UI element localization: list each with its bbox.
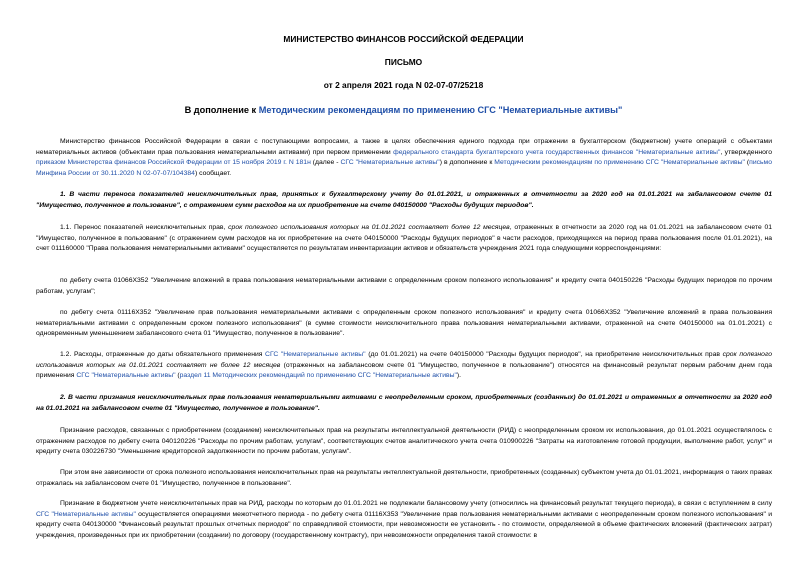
section-1-heading: 1. В части переноса показателей неисключительных прав, принятых к бухгалтерскому учету до 01.01.2021, и отраженных в отчетности за 2020 год на 01.01.2021 на забалансовом счете 01 "Имущество, полученное в пользование", с отражением сумм расходов на их приобретение на счете 040150000 "Расходы будущих периодов". bbox=[36, 191, 772, 209]
document-type: ПИСЬМО bbox=[384, 57, 423, 67]
p12-text: (до 01.01.2021) на счете 040150000 "Расходы будущих периодов", на приобретение неисключительных прав bbox=[365, 351, 723, 358]
entry-2: по дебету счета 01116Х352 "Увеличение прав пользования нематериальными активами с определенным сроком полезного использования" и кредиту счета 01066Х352 "Увеличение вложений в права пользования нематериальными активами с определенным сроком полезного использования" (в сумме стоимости неисключительного права пользования нематериальными активами, отраженной на счете 040150000 на 01.01.2021) с одновременным уменьшением забалансового счета 01 "Имущество, полученное в пользование". bbox=[36, 309, 772, 338]
p12-text: 1.2. Расходы, отраженные до даты обязательного применения bbox=[60, 351, 266, 358]
p11-text: 1.1. Перенос показателей неисключительных прав, bbox=[60, 224, 229, 231]
link-sgs-nma[interactable]: СГС "Нематериальные активы" bbox=[265, 351, 366, 358]
subtitle-prefix: В дополнение к bbox=[184, 105, 259, 115]
document-subtitle bbox=[0, 105, 807, 115]
paragraph-1-2 bbox=[36, 350, 772, 382]
link-federal-standard[interactable]: федерального стандарта бухгалтерского учета государственных финансов "Нематериальные активы" bbox=[393, 148, 721, 156]
ministry-heading: МИНИСТЕРСТВО ФИНАНСОВ РОССИЙСКОЙ ФЕДЕРАЦИИ bbox=[283, 34, 524, 44]
link-method-recommendations[interactable]: Методическим рекомендациям по применению СГС "Нематериальные активы" bbox=[494, 159, 745, 167]
link-minfin-letter[interactable]: письмо Минфина России от 30.11.2020 N 02-07-07/104384 bbox=[36, 159, 773, 177]
intro-text: (далее - bbox=[310, 159, 341, 167]
section-2-heading: 2. В части признания неисключительных прав пользования нематериальными активами с неопределенным сроком, приобретенных (созданных) до 01.01.2021 и отраженных в отчетности за 2020 год на 01.01.2021 на забалансовом счете 01 "Имущество, полученное в пользование". bbox=[36, 394, 772, 412]
intro-text: ( bbox=[744, 159, 750, 167]
p12-text: (отраженных на забалансовом счете 01 "Имущество, полученное в пользование") относятся на финансовый результат первым рабочим днем года применения bbox=[36, 361, 772, 380]
intro-text: Министерство финансов Российской Федерации в связи с поступающими вопросами, а также в целях обеспечения единого подхода при отражении в бухгалтерском (бюджетном) учете операций с объектами нематериальных активов (объектами прав пользования нематериальными активами) при первом применении bbox=[36, 138, 772, 156]
intro-paragraph bbox=[36, 137, 772, 179]
link-sgs-nma[interactable]: СГС "Нематериальные активы" bbox=[340, 159, 440, 167]
paragraph-c bbox=[36, 499, 772, 541]
document-date-number: от 2 апреля 2021 года N 02-07-07/25218 bbox=[323, 80, 484, 90]
intro-text: ) сообщает. bbox=[194, 169, 232, 177]
subtitle-link[interactable]: Методическим рекомендациям по применению СГС "Нематериальные активы" bbox=[258, 105, 623, 115]
p11-italic: срок полезного использования которых на 01.01.2021 составляет более 12 месяцев bbox=[228, 224, 510, 231]
p12-text: ( bbox=[175, 372, 180, 380]
link-sgs-nma[interactable]: СГС "Нематериальные активы" bbox=[76, 372, 176, 380]
pc-text: Признание в бюджетном учете неисключительных прав на РИД, расходы по которым до 01.01.2021 не подлежали балансовому учету (относились на финансовый результат текущего периода), в связи с вступлением в силу bbox=[60, 500, 772, 507]
link-sgs-nma[interactable]: СГС "Нематериальные активы" bbox=[36, 510, 136, 518]
pc-text: осуществляется операциями межотчетного периода - по дебету счета 01116Х353 "Увеличение прав пользования нематериальными активами с неопределенным сроком полезного использования" и кредиту счета 040130000 "Финансовый результат прошлых отчетных периодов" по справедливой стоимости, при невозможности ее установить - по стоимости, определяемой в объеме фактических вложений (фактических затрат) учреждения, произведенных при их приобретении (создании) по договору (государственному контракту), при невозможности определения такой стоимости: в bbox=[36, 510, 773, 539]
link-order-181n[interactable]: приказом Министерства финансов Российской Федерации от 15 ноября 2019 г. N 181н bbox=[36, 159, 311, 167]
p11-text: , отраженных в отчетности за 2020 год на 01.01.2021 на забалансовом счете 01 "Имущество, полученное в пользование" (с отражением сумм расходов на их приобретение на счете 040150000 "Расходы будущих периодов" в части расходов, приходящихся на период права пользования после 01.01.2021), на счет 011160000 "Права пользования нематериальными активами" осуществляется по результатам инвентаризации активов и обязательств учреждения 2021 года следующими корреспонденциями: bbox=[36, 224, 773, 253]
p12-italic: срок полезного использования которых на 01.01.2021 составляет не более 12 месяцев bbox=[36, 351, 773, 369]
paragraph-1-1 bbox=[36, 223, 772, 255]
link-section-11[interactable]: раздел 11 Методических рекомендаций по применению СГС "Нематериальные активы" bbox=[179, 372, 457, 380]
entry-1: по дебету счета 01066Х352 "Увеличение вложений в права пользования нематериальными активами с определенным сроком полезного использования" и кредиту счета 040150226 "Расходы будущих периодов по прочим работам, услугам"; bbox=[36, 277, 772, 295]
intro-text: ) в дополнение к bbox=[439, 159, 495, 167]
paragraph-b: При этом вне зависимости от срока полезного использования неисключительных прав на результаты интеллектуальной деятельности, приобретенных (созданных) субъектом учета до 01.01.2021, информация о таких правах отражалась на забалансовом счете 01 "Имущество, полученное в пользование". bbox=[36, 469, 772, 487]
paragraph-a: Признание расходов, связанных с приобретением (созданием) неисключительных прав на результаты интеллектуальной деятельности (РИД) с неопределенным сроком их использования, до 01.01.2021 осуществлялось с отражением расходов по дебету счета 040120226 "Расходы по прочим работам, услугам", соответствующих счетов аналитического учета счета 010900226 "Затраты на изготовление готовой продукции, выполнение работ, услуг" и кредиту счета 030226730 "Уменьшение кредиторской задолженности по прочим работам, услугам". bbox=[36, 427, 772, 456]
intro-text: , утвержденного bbox=[720, 148, 772, 156]
p12-text: ). bbox=[456, 372, 462, 380]
